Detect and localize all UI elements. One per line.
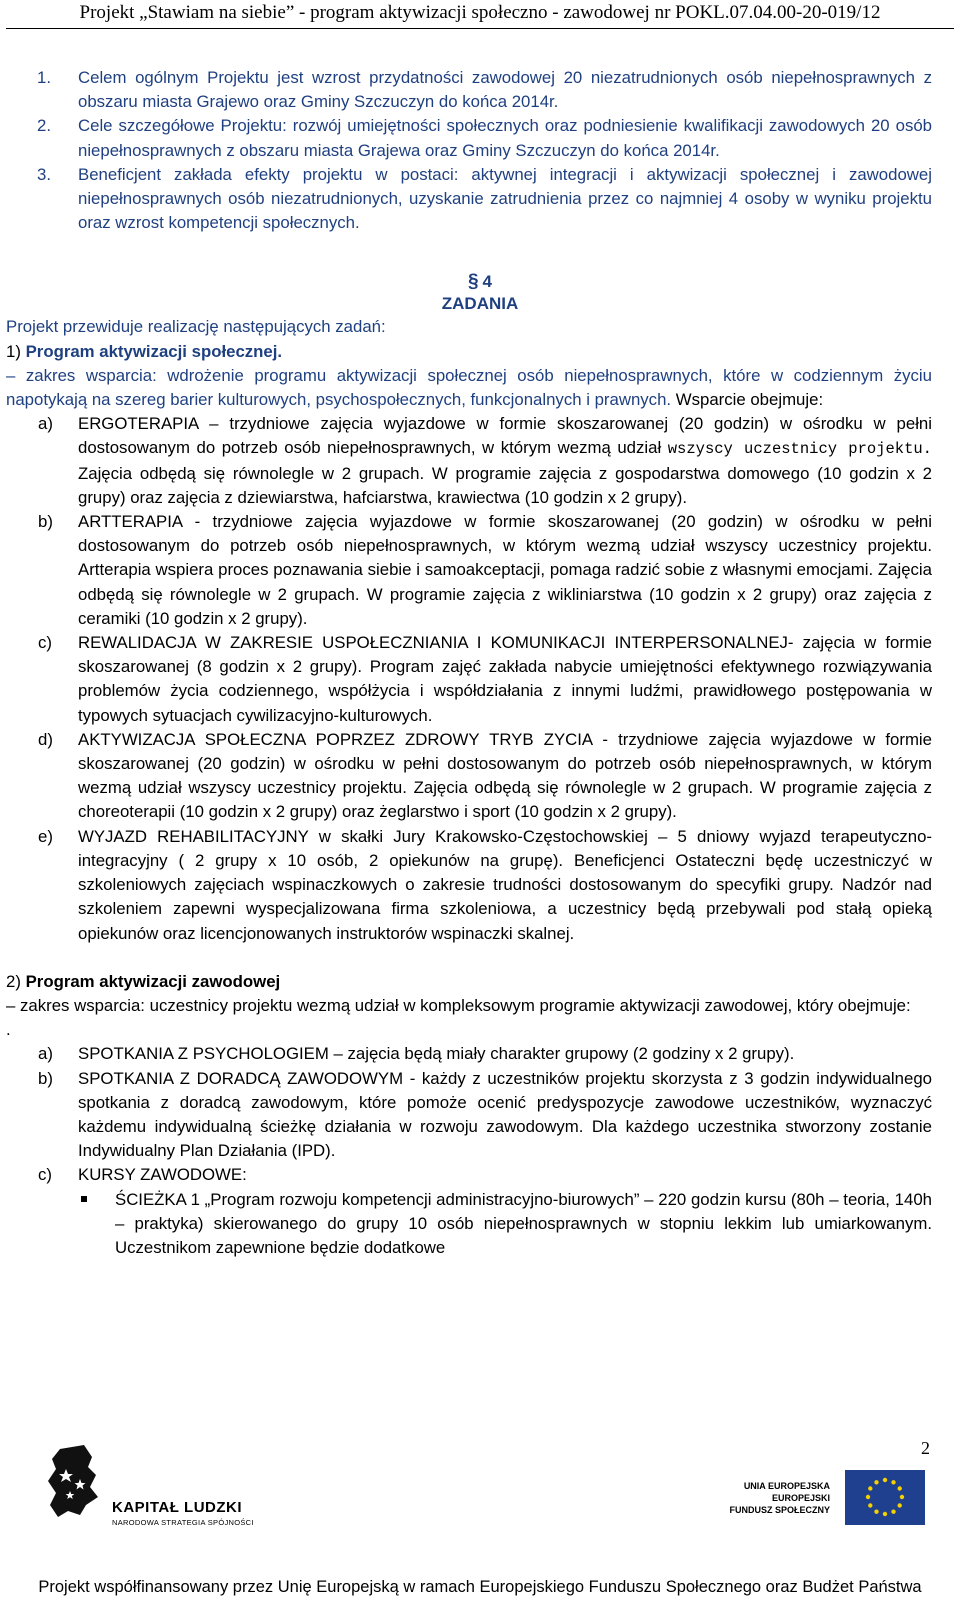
list-item <box>0 728 960 825</box>
header-divider <box>6 28 954 29</box>
header-title: Projekt „Stawiam na siebie” - program aktywizacji społeczno - zawodowej nr POKL.07.04.00-20-019/12 <box>79 2 881 23</box>
program1-number: 1) <box>6 341 21 361</box>
list-letter: e) <box>38 826 53 846</box>
section-title: ZADANIA <box>441 294 519 314</box>
list-item-text: – zajęcia będą miały charakter grupowy (2 godziny x 2 grupy). <box>333 1044 795 1064</box>
list-item-text: - trzydniowe zajęcia wyjazdowe w formie skoszarowanej (20 godzin) w ośrodku w pełni dostosowanym do potrzeb osób niepełnosprawnych, w którym wezmą udział wszyscy uczestnicy projektu. Artterapia wspiera proces poznawania siebie i samoakceptacji, pomaga radzić sobie z własnymi emocjami. Zajęcia odbędą się równolegle w 2 grupach. W programie zajęcia z wikliniarstwa (10 godzin x 2 grupy) oraz zajęcia z ceramiki (10 godzin x 2 grupy). <box>78 512 932 628</box>
program1-heading <box>0 340 960 364</box>
eu-logo-line2: EUROPEJSKI <box>771 1493 830 1503</box>
list-item-text: w skałki Jury Krakowsko-Częstochowskiej – 5 dniowy wyjazd terapeutyczno-integracyjny ( 2 grupy x 10 osób, 2 opiekunów na grupę). Beneficjenci Ostateczni będę uczestniczyć w szkoleniowych zajęciach wspinaczkowych o zakresie trudności dostosowanym do specyfiki grupy. Nadzór nad szkoleniem zapewni wyspecjalizowana firma szkoleniowa, a uczestnicy będą przebywali pod stałą opieką opiekunów oraz licencjonowanych instruktorów wspinaczki skalnej. <box>78 826 932 943</box>
program1-scope <box>0 364 960 412</box>
list-item-head: ERGOTERAPIA – <box>78 414 219 434</box>
section-number: 4 <box>482 272 493 292</box>
goal-number: 3. <box>37 164 51 184</box>
eu-logo-line1: UNIA EUROPEJSKA <box>743 1481 830 1491</box>
list-letter: b) <box>38 512 53 532</box>
program2-scope: – zakres wsparcia: uczestnicy projektu wezmą udział w kompleksowym programie aktywizacji zawodowej, który obejmuje: <box>6 995 911 1015</box>
program2-dot: . <box>6 1020 11 1040</box>
eu-logo <box>710 1470 935 1530</box>
goal-number: 2. <box>37 116 51 136</box>
list-item <box>0 510 960 631</box>
program2-title: Program aktywizacji zawodowej <box>25 971 281 991</box>
section-heading <box>0 271 960 293</box>
poland-map-stars-icon <box>46 1445 106 1530</box>
page-number: 2 <box>921 1438 930 1458</box>
goal-item <box>0 163 960 236</box>
list-item <box>0 1042 960 1066</box>
list-letter: d) <box>38 729 53 749</box>
list-item-text: - każdy z uczestników projektu skorzysta z 3 godzin indywidualnego spotkania z doradcą zawodowym, które pomoże ocenić predyspozycje zawodowe uczestników, wyznaczyć każdemu indywidualną ścieżkę działania w rozwoju zawodowym. Dla każdego uczestnika stworzony zostanie Indywidualny Plan Działania (IPD). <box>78 1068 932 1161</box>
list-item-head: SPOTKANIA Z DORADCĄ ZAWODOWYM <box>78 1068 404 1088</box>
kapital-ludzki-subtitle: NARODOWA STRATEGIA SPÓJNOŚCI <box>112 1518 254 1527</box>
list-letter: b) <box>38 1068 53 1088</box>
goal-number: 1. <box>37 68 51 87</box>
list-item <box>0 825 960 946</box>
eu-logo-text <box>710 1480 830 1516</box>
list-item-head: WYJAZD REHABILITACYJNY <box>78 826 309 846</box>
list-item-text: - trzydniowe zajęcia wyjazdowe w formie skoszarowanej (20 godzin) w ośrodku w pełni dostosowanym do potrzeb osób niepełnosprawnych, w którym wezmą udział wszyscy uczestnicy projektu. Zajęcia odbędą się równolegle w 2 grupach. W programie zajęcia z choreoterapii (10 godzin x 2 grupy) oraz żeglarstwo i sport (10 godzin x 2 grupy). <box>78 729 932 822</box>
list-item-text-mono: wszyscy uczestnicy projektu. <box>667 440 932 459</box>
program1-scope-text: – zakres wsparcia: wdrożenie programu aktywizacji społecznej osób niepełnosprawnych, które w codziennym życiu napotykają na szereg barier kulturowych, psychospołecznych, funkcjonalnych i prawnych. <box>6 365 932 410</box>
kapital-ludzki-title: KAPITAŁ LUDZKI <box>112 1499 243 1516</box>
list-item-text-continued: Zajęcia odbędą się równolegle w 2 grupach. W programie zajęcia z gospodarstwa domowego (10 godzin x 2 grupy) oraz zajęcia z dziewiarstwa, hafciarstwa, krawiectwa (10 godzin x 2 grupy). <box>78 463 932 507</box>
eu-flag-icon <box>845 1470 925 1525</box>
program1-scope-tail: Wsparcie obejmuje: <box>675 390 824 410</box>
list-item-text: trzydniowe zajęcia wyjazdowe w formie skoszarowanej (20 godzin) w ośrodku w pełni dostosowanym do potrzeb osób niepełnosprawnych, w którym wezmą udział <box>78 414 932 458</box>
list-item <box>0 1067 960 1164</box>
list-letter: a) <box>38 414 53 434</box>
list-item <box>0 631 960 728</box>
kapital-ludzki-logo <box>46 1445 296 1530</box>
list-item-head: REWALIDACJA W ZAKRESIE USPOŁECZNIANIA I KOMUNIKACJI INTERPERSONALNEJ- <box>78 633 794 653</box>
goal-text: Celem ogólnym Projektu jest wzrost przydatności zawodowej 20 niezatrudnionych osób niepełnosprawnych z obszaru miasta Grajewo oraz Gminy Szczuczyn do końca 2014r. <box>78 68 932 112</box>
list-item-head: AKTYWIZACJA SPOŁECZNA POPRZEZ ZDROWY TRYB ZYCIA <box>78 729 593 749</box>
goal-item <box>0 66 960 114</box>
bullet-item <box>0 1188 960 1261</box>
paragraph-symbol: § <box>467 271 479 293</box>
list-item-text: zajęcia w formie skoszarowanej (8 godzin x 2 grupy). Program zajęć zakłada nabycie umiejętności efektywnego rozwiązywania problemów życia codziennego, współżycia i współdziałania z innymi ludźmi, prawidłowego postępowania w typowych sytuacjach cywilizacyjno-kulturowych. <box>78 633 932 725</box>
list-letter: c) <box>38 1165 52 1185</box>
goal-text: Beneficjent zakłada efekty projektu w postaci: aktywnej integracji i aktywizacji społecznej i zawodowej niepełnosprawnych osób niezatrudnionych, uzyskanie zatrudnienia przez co najmniej 4 osoby w wyniku projektu oraz wzrost kompetencji społecznych. <box>78 164 932 233</box>
list-item-head: KURSY ZAWODOWE: <box>78 1165 247 1185</box>
goal-text: Cele szczegółowe Projektu: rozwój umiejętności społecznych oraz podniesienie kwalifikacji zawodowych 20 osób niepełnosprawnych z obszaru miasta Grajewa oraz Gminy Szczuczyn do końca 2014r. <box>78 116 932 160</box>
square-bullet-icon <box>81 1196 87 1202</box>
program2-number: 2) <box>6 971 21 991</box>
goal-item <box>0 114 960 162</box>
program1-title: Program aktywizacji społecznej. <box>25 341 283 361</box>
list-letter: c) <box>38 633 52 653</box>
list-item-head: ARTTERAPIA <box>78 512 183 532</box>
footer-text: Projekt współfinansowany przez Unię Europejską w ramach Europejskiego Funduszu Społecznego oraz Budżet Państwa <box>38 1578 922 1596</box>
list-letter: a) <box>38 1044 53 1064</box>
list-item-head: SPOTKANIA Z PSYCHOLOGIEM <box>78 1044 329 1064</box>
section-intro: Projekt przewiduje realizację następujących zadań: <box>6 317 386 337</box>
bullet-text: ŚCIEŻKA 1 „Program rozwoju kompetencji administracyjno-biurowych” – 220 godzin kursu (80h – teoria, 140h – praktyka) skierowanego do grupy 10 osób niepełnosprawnych w stopniu lekkim lub umiarkowanym. Uczestnikom zapewnione będzie dodatkowe <box>115 1189 932 1257</box>
document-body <box>0 66 960 1260</box>
program2-heading <box>0 970 960 994</box>
eu-logo-line3: FUNDUSZ SPOŁECZNY <box>729 1505 830 1515</box>
list-item <box>0 412 960 510</box>
list-item <box>0 1163 960 1187</box>
